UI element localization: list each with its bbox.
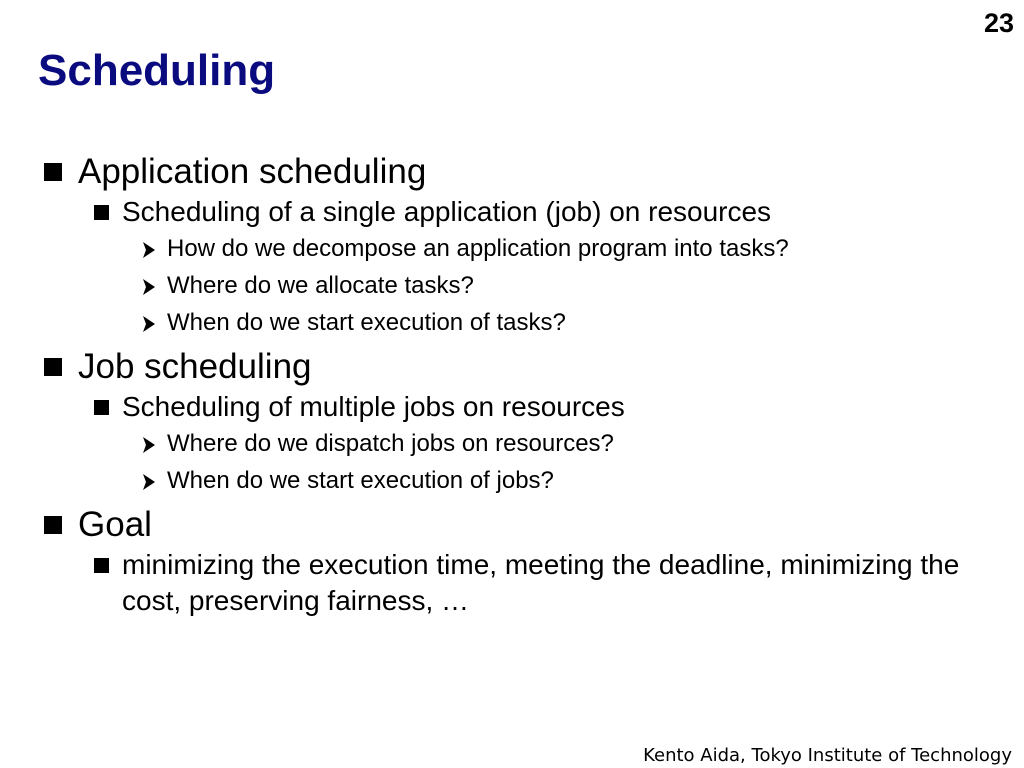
bullet-level3	[0, 267, 1024, 304]
bullet-level1-application-scheduling	[0, 150, 1024, 194]
square-bullet-icon	[44, 163, 62, 181]
bullet-text: When do we start execution of jobs?	[167, 467, 554, 494]
bullet-text: Where do we dispatch jobs on resources?	[167, 430, 614, 457]
bullet-text: Scheduling of multiple jobs on resources	[122, 391, 625, 422]
square-bullet-icon	[44, 516, 62, 534]
bullet-text: Scheduling of a single application (job) on resources	[122, 196, 772, 227]
bullet-level1-job-scheduling	[0, 345, 1024, 389]
arrowhead-bullet-icon	[141, 462, 157, 499]
bullet-level3	[0, 304, 1024, 341]
bullet-text: Job scheduling	[78, 347, 312, 386]
bullet-level3	[0, 462, 1024, 499]
arrowhead-bullet-icon	[141, 267, 157, 304]
square-bullet-icon	[44, 358, 62, 376]
page-number: 23	[983, 8, 1014, 38]
bullet-level2	[0, 389, 1024, 425]
bullet-level2	[0, 547, 1024, 619]
slide-content	[0, 146, 1024, 619]
bullet-text: When do we start execution of tasks?	[167, 309, 566, 336]
bullet-text: Application scheduling	[78, 152, 427, 191]
bullet-level1-goal	[0, 503, 1024, 547]
bullet-text: minimizing the execution time, meeting the deadline, minimizing the cost, preserving fairness, …	[122, 549, 960, 616]
footer-credit: Kento Aida, Tokyo Institute of Technology	[643, 745, 1012, 766]
bullet-level2	[0, 194, 1024, 230]
bullet-text: Goal	[78, 505, 152, 544]
bullet-text: Where do we allocate tasks?	[167, 272, 474, 299]
slide-title: Scheduling	[38, 46, 276, 95]
arrowhead-bullet-icon	[141, 304, 157, 341]
square-bullet-icon	[94, 400, 109, 415]
square-bullet-icon	[94, 558, 109, 573]
bullet-level3	[0, 230, 1024, 267]
arrowhead-bullet-icon	[141, 425, 157, 462]
bullet-level3	[0, 425, 1024, 462]
bullet-text: How do we decompose an application program into tasks?	[167, 235, 789, 262]
arrowhead-bullet-icon	[141, 230, 157, 267]
square-bullet-icon	[94, 205, 109, 220]
